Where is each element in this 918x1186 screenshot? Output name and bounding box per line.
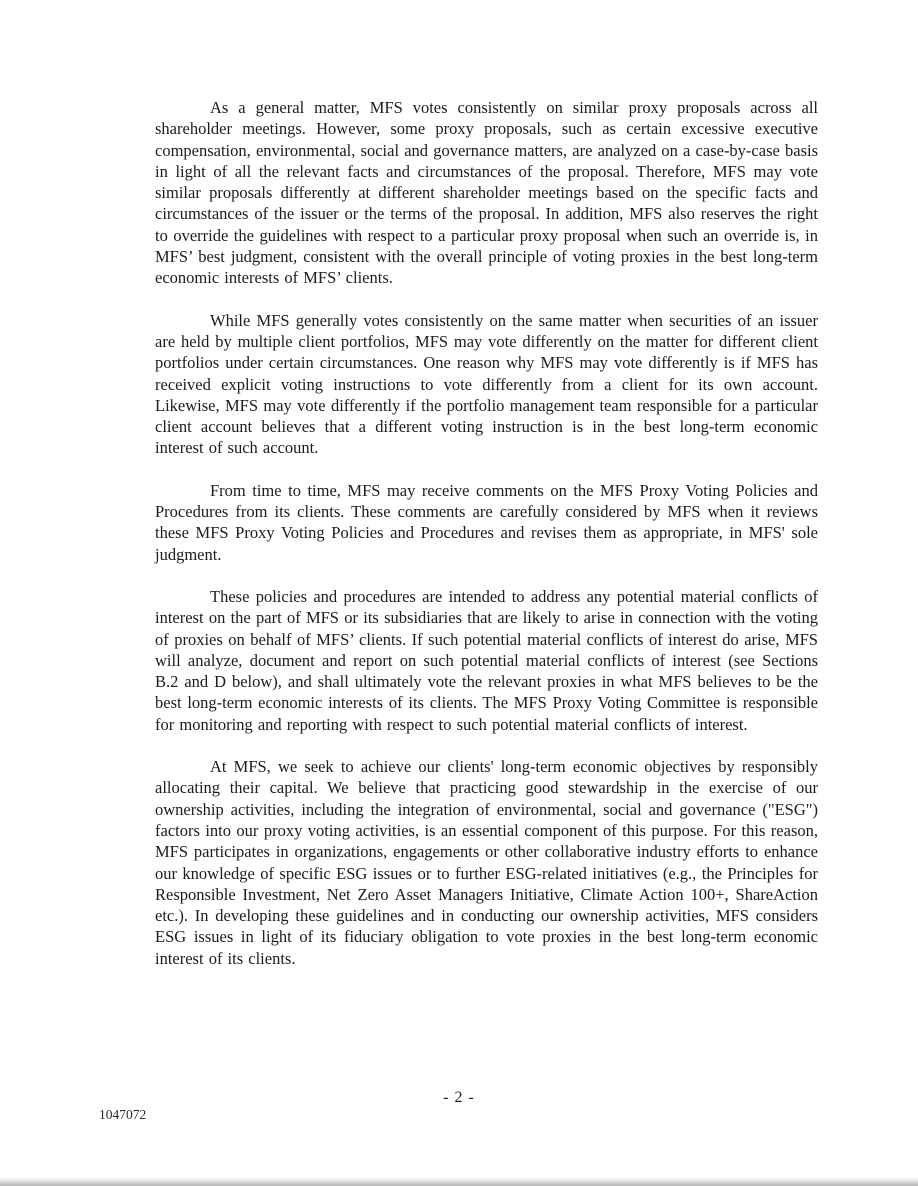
document-body bbox=[155, 97, 818, 990]
paragraph-1: As a general matter, MFS votes consistently on similar proxy proposals across all shareholder meetings. However, some proxy proposals, such as certain excessive executive compensation, environmental, social and governance matters, are analyzed on a case-by-case basis in light of all the relevant facts and circumstances of the proposal. Therefore, MFS may vote similar proposals differently at different shareholder meetings based on the specific facts and circumstances of the issuer or the terms of the proposal. In addition, MFS also reserves the right to override the guidelines with respect to a particular proxy proposal when such an override is, in MFS’ best judgment, consistent with the overall principle of voting proxies in the best long-term economic interests of MFS’ clients. bbox=[155, 98, 818, 288]
paragraph-5: At MFS, we seek to achieve our clients' long-term economic objectives by responsibly allocating their capital. We believe that practicing good stewardship in the exercise of our ownership activities, including the integration of environmental, social and governance ("ESG") factors into our proxy voting activities, is an essential component of this purpose. For this reason, MFS participates in organizations, engagements or other collaborative industry efforts to enhance our knowledge of specific ESG issues or to further ESG-related initiatives (e.g., the Principles for Responsible Investment, Net Zero Asset Managers Initiative, Climate Action 100+, ShareAction etc.). In developing these guidelines and in conducting our ownership activities, MFS considers ESG issues in light of its fiduciary obligation to vote proxies in the best long-term economic interest of its clients. bbox=[155, 757, 818, 968]
paragraph-4: These policies and procedures are intended to address any potential material conflicts of interest on the part of MFS or its subsidiaries that are likely to arise in connection with the voting of proxies on behalf of MFS’ clients. If such potential material conflicts of interest do arise, MFS will analyze, document and report on such potential material conflicts of interest (see Sections B.2 and D below), and shall ultimately vote the relevant proxies in what MFS believes to be the best long-term economic interests of its clients. The MFS Proxy Voting Committee is responsible for monitoring and reporting with respect to such potential material conflicts of interest. bbox=[155, 586, 818, 734]
page-number: - 2 - bbox=[443, 1089, 475, 1106]
document-id: 1047072 bbox=[99, 1107, 147, 1122]
scan-edge-artifact bbox=[0, 1177, 918, 1186]
paragraph-2: While MFS generally votes consistently on the same matter when securities of an issuer are held by multiple client portfolios, MFS may vote differently on the matter for different client portfolios under certain circumstances. One reason why MFS may vote differently is if MFS has received explicit voting instructions to vote differently from a client for its own account. Likewise, MFS may vote differently if the portfolio management team responsible for a particular client account believes that a different voting instruction is in the best long-term economic interest of such account. bbox=[155, 310, 818, 458]
paragraph-3: From time to time, MFS may receive comments on the MFS Proxy Voting Policies and Procedures from its clients. These comments are carefully considered by MFS when it reviews these MFS Proxy Voting Policies and Procedures and revises them as appropriate, in MFS' sole judgment. bbox=[155, 480, 818, 564]
